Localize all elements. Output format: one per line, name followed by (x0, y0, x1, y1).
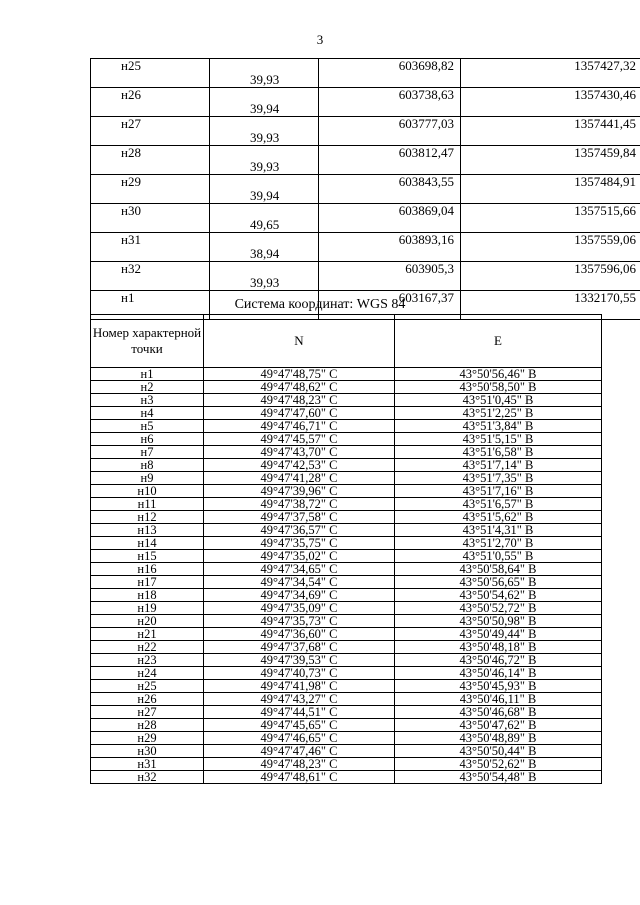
longitude-e: 43°50'48,89" В (395, 732, 602, 745)
point-number: н31 (91, 758, 204, 771)
table-row (91, 524, 602, 537)
table-row (91, 420, 602, 433)
coordinate-system-title: Система координат: WGS 84 (234, 297, 406, 312)
latitude-n: 49°47'38,72" С (204, 498, 395, 511)
point-number: н8 (91, 459, 204, 472)
longitude-e: 43°50'49,44" В (395, 628, 602, 641)
table-row (91, 602, 602, 615)
table-row (91, 394, 602, 407)
table-row (91, 459, 602, 472)
point-number: н20 (91, 615, 204, 628)
point-number: н23 (91, 654, 204, 667)
latitude-n: 49°47'36,57" С (204, 524, 395, 537)
longitude-e: 43°50'52,62" В (395, 758, 602, 771)
table-row (91, 537, 602, 550)
longitude-e: 43°50'48,18" В (395, 641, 602, 654)
table-row (91, 654, 602, 667)
longitude-e: 43°51'0,55" В (395, 550, 602, 563)
table-row (91, 204, 640, 233)
longitude-e: 43°51'7,35" В (395, 472, 602, 485)
distance-cell (210, 175, 319, 204)
latitude-n: 49°47'45,65" С (204, 719, 395, 732)
point-number: н11 (91, 498, 204, 511)
distance-value: 39,93 (250, 72, 280, 87)
point-number: н32 (91, 771, 204, 784)
table-row (91, 433, 602, 446)
latitude-n: 49°47'47,60" С (204, 407, 395, 420)
y-coordinate: 1357430,46 (461, 88, 640, 117)
latitude-n: 49°47'41,98" С (204, 680, 395, 693)
distance-cell (210, 233, 319, 262)
point-number: н14 (91, 537, 204, 550)
point-number: н6 (91, 433, 204, 446)
wgs84-coordinates-table (90, 314, 602, 784)
point-number: н32 (91, 262, 210, 291)
longitude-e: 43°51'7,16" В (395, 485, 602, 498)
latitude-n: 49°47'34,69" С (204, 589, 395, 602)
table-row (91, 511, 602, 524)
table-row (91, 589, 602, 602)
x-coordinate: 603843,55 (319, 175, 461, 204)
point-number: н2 (91, 381, 204, 394)
latitude-n: 49°47'44,51" С (204, 706, 395, 719)
table-row (91, 615, 602, 628)
distance-cell (210, 88, 319, 117)
x-coordinate: 603869,04 (319, 204, 461, 233)
wgs84-coordinates-body (91, 368, 602, 784)
distance-cell (210, 117, 319, 146)
latitude-n: 49°47'48,75" С (204, 368, 395, 381)
longitude-e: 43°51'4,31" В (395, 524, 602, 537)
x-coordinate: 603167,37 (319, 291, 461, 320)
table-row (91, 233, 640, 262)
table-row (91, 758, 602, 771)
latitude-n: 49°47'35,09" С (204, 602, 395, 615)
point-number: н9 (91, 472, 204, 485)
wgs84-header-row (91, 315, 602, 368)
point-number: н4 (91, 407, 204, 420)
point-number: н5 (91, 420, 204, 433)
latitude-n: 49°47'34,54" С (204, 576, 395, 589)
table-row (91, 88, 640, 117)
y-coordinate: 1357427,32 (461, 59, 640, 88)
distance-value: 39,94 (250, 101, 280, 116)
latitude-n: 49°47'35,75" С (204, 537, 395, 550)
x-coordinate: 603905,3 (319, 262, 461, 291)
point-number: н25 (91, 59, 210, 88)
point-number: н24 (91, 667, 204, 680)
longitude-e: 43°50'56,46" В (395, 368, 602, 381)
table-row (91, 693, 602, 706)
distance-value: 39,93 (250, 159, 280, 174)
latitude-n: 49°47'35,73" С (204, 615, 395, 628)
table-row (91, 628, 602, 641)
x-coordinate: 603893,16 (319, 233, 461, 262)
latitude-n: 49°47'41,28" С (204, 472, 395, 485)
latitude-n: 49°47'39,53" С (204, 654, 395, 667)
table-row (91, 485, 602, 498)
point-number: н31 (91, 233, 210, 262)
latitude-n: 49°47'48,23" С (204, 758, 395, 771)
latitude-n: 49°47'40,73" С (204, 667, 395, 680)
header-point-number: Номер характерной точки (91, 315, 204, 368)
longitude-e: 43°51'2,70" В (395, 537, 602, 550)
point-number: н29 (91, 732, 204, 745)
table-row (91, 175, 640, 204)
table-row (91, 745, 602, 758)
distance-cell (210, 262, 319, 291)
table-row (91, 771, 602, 784)
table-row (91, 368, 602, 381)
latitude-n: 49°47'34,65" С (204, 563, 395, 576)
point-number: н27 (91, 706, 204, 719)
y-coordinate: 1357441,45 (461, 117, 640, 146)
longitude-e: 43°51'5,15" В (395, 433, 602, 446)
point-number: н1 (91, 368, 204, 381)
x-coordinate: 603812,47 (319, 146, 461, 175)
distance-cell (210, 59, 319, 88)
latitude-n: 49°47'48,23" С (204, 394, 395, 407)
latitude-n: 49°47'46,65" С (204, 732, 395, 745)
table-row (91, 667, 602, 680)
table-row (91, 706, 602, 719)
longitude-e: 43°50'46,11" В (395, 693, 602, 706)
point-number: н19 (91, 602, 204, 615)
latitude-n: 49°47'48,61" С (204, 771, 395, 784)
table-row (91, 680, 602, 693)
table-row (91, 732, 602, 745)
point-number: н25 (91, 680, 204, 693)
point-number: н29 (91, 175, 210, 204)
point-number: н10 (91, 485, 204, 498)
header-n: N (204, 315, 395, 368)
page-number: 3 (316, 32, 324, 47)
point-number: н28 (91, 719, 204, 732)
latitude-n: 49°47'42,53" С (204, 459, 395, 472)
distance-value: 39,93 (250, 275, 280, 290)
distance-cell (210, 146, 319, 175)
point-number: н27 (91, 117, 210, 146)
distance-value: 49,65 (250, 217, 280, 232)
point-number: н15 (91, 550, 204, 563)
latitude-n: 49°47'47,46" С (204, 745, 395, 758)
longitude-e: 43°51'6,57" В (395, 498, 602, 511)
distance-value: 39,93 (250, 130, 280, 145)
point-number: н21 (91, 628, 204, 641)
latitude-n: 49°47'35,02" С (204, 550, 395, 563)
point-number: н28 (91, 146, 210, 175)
longitude-e: 43°51'3,84" В (395, 420, 602, 433)
table-row (91, 472, 602, 485)
longitude-e: 43°50'50,44" В (395, 745, 602, 758)
latitude-n: 49°47'36,60" С (204, 628, 395, 641)
longitude-e: 43°50'46,72" В (395, 654, 602, 667)
x-coordinate: 603698,82 (319, 59, 461, 88)
boundary-coordinates-body (91, 59, 640, 320)
longitude-e: 43°50'50,98" В (395, 615, 602, 628)
y-coordinate: 1357484,91 (461, 175, 640, 204)
table-row (91, 498, 602, 511)
latitude-n: 49°47'46,71" С (204, 420, 395, 433)
y-coordinate: 1332170,55 (461, 291, 640, 320)
latitude-n: 49°47'43,27" С (204, 693, 395, 706)
distance-value: 39,94 (250, 188, 280, 203)
y-coordinate: 1357459,84 (461, 146, 640, 175)
point-number: н7 (91, 446, 204, 459)
longitude-e: 43°51'5,62" В (395, 511, 602, 524)
longitude-e: 43°50'54,62" В (395, 589, 602, 602)
longitude-e: 43°51'6,58" В (395, 446, 602, 459)
x-coordinate: 603738,63 (319, 88, 461, 117)
point-number: н16 (91, 563, 204, 576)
table-row (91, 576, 602, 589)
table-row (91, 117, 640, 146)
table-row (91, 146, 640, 175)
table-row (91, 407, 602, 420)
table-row (91, 719, 602, 732)
point-number: н3 (91, 394, 204, 407)
table-row (91, 446, 602, 459)
latitude-n: 49°47'43,70" С (204, 446, 395, 459)
longitude-e: 43°50'47,62" В (395, 719, 602, 732)
longitude-e: 43°50'54,48" В (395, 771, 602, 784)
point-number: н26 (91, 88, 210, 117)
longitude-e: 43°50'56,65" В (395, 576, 602, 589)
longitude-e: 43°50'58,50" В (395, 381, 602, 394)
y-coordinate: 1357596,06 (461, 262, 640, 291)
longitude-e: 43°50'46,68" В (395, 706, 602, 719)
longitude-e: 43°50'52,72" В (395, 602, 602, 615)
table-row (91, 641, 602, 654)
latitude-n: 49°47'45,57" С (204, 433, 395, 446)
table-row (91, 381, 602, 394)
longitude-e: 43°51'2,25" В (395, 407, 602, 420)
boundary-coordinates-table (90, 58, 640, 320)
point-number: н1 (91, 291, 210, 320)
longitude-e: 43°51'0,45" В (395, 394, 602, 407)
y-coordinate: 1357559,06 (461, 233, 640, 262)
longitude-e: 43°50'45,93" В (395, 680, 602, 693)
distance-cell (210, 204, 319, 233)
point-number: н17 (91, 576, 204, 589)
point-number: н18 (91, 589, 204, 602)
point-number: н12 (91, 511, 204, 524)
latitude-n: 49°47'37,68" С (204, 641, 395, 654)
distance-value: 38,94 (250, 246, 280, 261)
longitude-e: 43°50'58,64" В (395, 563, 602, 576)
latitude-n: 49°47'39,96" С (204, 485, 395, 498)
table-row (91, 262, 640, 291)
point-number: н13 (91, 524, 204, 537)
table-row (91, 563, 602, 576)
longitude-e: 43°50'46,14" В (395, 667, 602, 680)
y-coordinate: 1357515,66 (461, 204, 640, 233)
point-number: н30 (91, 204, 210, 233)
x-coordinate: 603777,03 (319, 117, 461, 146)
point-number: н26 (91, 693, 204, 706)
table-row (91, 59, 640, 88)
table-row (91, 550, 602, 563)
point-number: н30 (91, 745, 204, 758)
point-number: н22 (91, 641, 204, 654)
header-e: E (395, 315, 602, 368)
longitude-e: 43°51'7,14" В (395, 459, 602, 472)
latitude-n: 49°47'37,58" С (204, 511, 395, 524)
latitude-n: 49°47'48,62" С (204, 381, 395, 394)
